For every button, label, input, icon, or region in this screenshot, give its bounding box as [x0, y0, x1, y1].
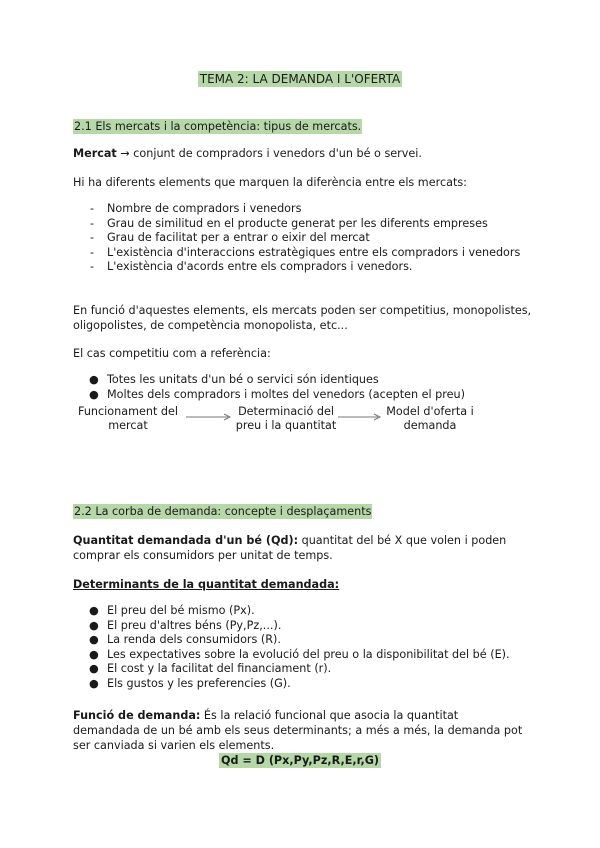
market-element-text: Grau de facilitat per a entrar o eixir del mercat [107, 231, 370, 245]
determinant-text: Els gustos y les preferencies (G). [107, 676, 291, 690]
market-element-item [73, 231, 533, 246]
list-marker: - [90, 260, 95, 274]
determinant-item [73, 648, 553, 663]
market-elements-list [73, 202, 533, 275]
reference-paragraph: El cas competitiu com a referència: [73, 347, 271, 360]
determinant-text: El cost y la facilitat del financiament (r). [107, 662, 332, 676]
mercat-term: Mercat [73, 147, 117, 160]
list-marker: ● [89, 618, 99, 632]
determinant-item [73, 604, 553, 619]
market-element-item [73, 246, 533, 261]
list-marker: - [90, 216, 95, 230]
determinant-item [73, 619, 553, 634]
section-heading-2-2: 2.2 La corba de demanda: concepte i desplaçaments [74, 505, 372, 518]
intro-paragraph: Hi ha diferents elements que marquen la diferència entre els mercats: [73, 176, 467, 189]
flow-step-3: Model d'oferta i demanda [386, 405, 474, 432]
market-element-item [73, 217, 533, 232]
funcio-term: Funció de demanda: [73, 709, 201, 722]
section-heading-2-1: 2.1 Els mercats i la competència: tipus de mercats. [74, 120, 362, 133]
market-element-item [73, 260, 533, 275]
funcio-def-text: És la relació funcional que asocia la quantitat demandada de un bé amb els seus determinants; a més a més, la demanda pot ser canviada si varien els elements. [73, 709, 523, 752]
qd-term: Quantitat demandada d'un bé (Qd): [73, 534, 299, 547]
list-marker: ● [89, 633, 99, 647]
market-element-text: L'existència d'acords entre els compradors i venedors. [107, 260, 413, 274]
market-element-text: L'existència d'interaccions estratègiques entre els compradors i venedors [107, 245, 521, 259]
list-marker: - [90, 245, 95, 259]
flow-step-2: Determinació del preu i la quantitat [235, 405, 337, 432]
list-marker: ● [89, 387, 99, 401]
list-marker: ● [89, 662, 99, 676]
funcio-paragraph [73, 708, 523, 753]
market-element-text: Grau de similitud en el producte generat per les diferents empreses [107, 216, 488, 230]
page-title: TEMA 2: LA DEMANDA I L'OFERTA [199, 72, 401, 86]
determinant-text: El preu d'altres béns (Py,Pz,...). [107, 618, 282, 632]
competitive-bullet-text: Moltes dels compradors i moltes del venedors (acepten el preu) [107, 387, 465, 401]
determinant-item [73, 677, 553, 692]
flow-arrow-2 [338, 412, 384, 422]
determinant-text: Les expectatives sobre la evolució del preu o la disponibilitat del bé (E). [107, 647, 510, 661]
mercat-definition [73, 146, 533, 161]
list-marker: - [90, 231, 95, 245]
flow-step-1: Funcionament del mercat [78, 405, 178, 432]
list-marker: ● [89, 604, 99, 617]
market-element-text: Nombre de compradors i venedors [107, 202, 302, 215]
determinant-text: La renda dels consumidors (R). [107, 633, 281, 647]
demand-formula: Qd = D (Px,Py,Pz,R,E,r,G) [220, 754, 380, 767]
competitive-bullet-text: Totes les unitats d'un bé o servici són identiques [107, 373, 379, 386]
list-marker: - [90, 202, 95, 215]
competitive-bullet-item [73, 373, 533, 388]
competitive-bullet-item [73, 388, 533, 403]
qd-def-text: quantitat del bé X que volen i poden comprar els consumidors per unitat de temps. [73, 534, 507, 562]
flow-arrow-1 [186, 412, 234, 422]
list-marker: ● [89, 647, 99, 661]
market-element-item [73, 202, 533, 217]
determinant-item [73, 633, 553, 648]
mercat-def-text: conjunt de compradors i venedors d'un bé o servei. [129, 147, 422, 160]
competitive-bullets [73, 373, 533, 402]
list-marker: ● [89, 373, 99, 386]
determinants-list [73, 604, 553, 692]
determinants-heading: Determinants de la quantitat demandada: [73, 578, 340, 591]
summary-paragraph: En funció d'aquestes elements, els mercats poden ser competitius, monopolistes, oligopolistes, de competència monopolista, etc... [73, 304, 532, 332]
determinant-item [73, 662, 553, 677]
arrow-glyph: → [120, 147, 130, 160]
list-marker: ● [89, 676, 99, 690]
determinant-text: El preu del bé mismo (Px). [107, 604, 255, 617]
qd-definition [73, 533, 533, 563]
